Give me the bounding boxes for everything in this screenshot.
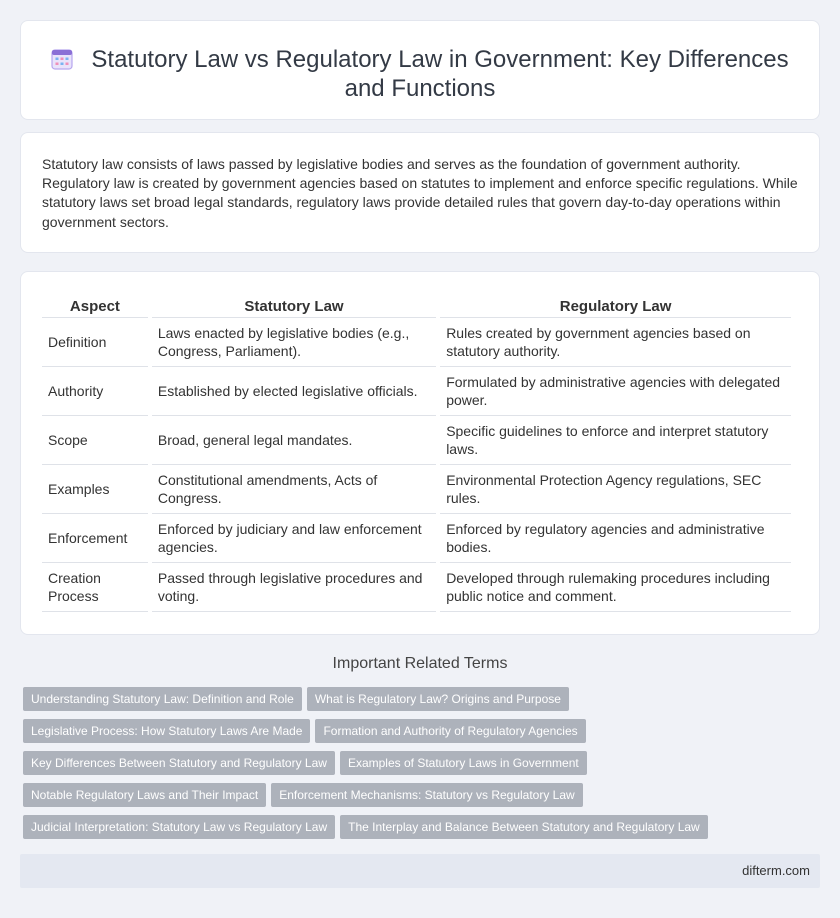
- related-term-link[interactable]: Enforcement Mechanisms: Statutory vs Regulatory Law: [271, 783, 582, 807]
- statutory-cell: Enforced by judiciary and law enforcement agencies.: [152, 514, 436, 563]
- aspect-cell: Creation Process: [42, 563, 148, 612]
- aspect-cell: Scope: [42, 416, 148, 465]
- regulatory-cell: Rules created by government agencies based on statutory authority.: [440, 318, 791, 367]
- intro-paragraph: Statutory law consists of laws passed by legislative bodies and serves as the foundation of government authority. Regulatory law is created by government agencies based on statutes to implement and enforce specific regulations. While statutory laws set broad legal standards, regulatory laws provide detailed rules that govern day-to-day operations within government sectors.: [42, 156, 798, 230]
- regulatory-cell: Specific guidelines to enforce and interpret statutory laws.: [440, 416, 791, 465]
- statutory-cell: Passed through legislative procedures and voting.: [152, 563, 436, 612]
- related-term-link[interactable]: Understanding Statutory Law: Definition and Role: [23, 687, 302, 711]
- related-term-link[interactable]: Judicial Interpretation: Statutory Law vs Regulatory Law: [23, 815, 335, 839]
- table-row: [42, 514, 791, 563]
- aspect-cell: Definition: [42, 318, 148, 367]
- aspect-cell: Authority: [42, 367, 148, 416]
- page-title-text: Statutory Law vs Regulatory Law in Government: Key Differences and Functions: [91, 46, 789, 102]
- page-title: [21, 45, 819, 103]
- table-row: [42, 318, 791, 367]
- comparison-table: [38, 296, 795, 612]
- header: [21, 45, 819, 103]
- column-header-regulatory: Regulatory Law: [440, 296, 791, 318]
- comparison-card: [20, 271, 820, 635]
- aspect-cell: Enforcement: [42, 514, 148, 563]
- statutory-cell: Established by elected legislative officials.: [152, 367, 436, 416]
- related-term-link[interactable]: Examples of Statutory Laws in Government: [340, 751, 587, 775]
- related-term-link[interactable]: Key Differences Between Statutory and Regulatory Law: [23, 751, 335, 775]
- related-term-link[interactable]: Legislative Process: How Statutory Laws Are Made: [23, 719, 310, 743]
- header-card: [20, 20, 820, 120]
- intro-card: [20, 132, 820, 253]
- related-terms-heading: Important Related Terms: [332, 655, 508, 672]
- table-row: [42, 563, 791, 612]
- statutory-cell: Constitutional amendments, Acts of Congress.: [152, 465, 436, 514]
- regulatory-cell: Environmental Protection Agency regulations, SEC rules.: [440, 465, 791, 514]
- regulatory-cell: Formulated by administrative agencies with delegated power.: [440, 367, 791, 416]
- related-term-link[interactable]: Formation and Authority of Regulatory Agencies: [315, 719, 585, 743]
- table-header-row: [42, 296, 791, 318]
- footer-site-link[interactable]: difterm.com: [742, 863, 810, 878]
- statutory-cell: Broad, general legal mandates.: [152, 416, 436, 465]
- column-header-aspect: Aspect: [42, 296, 148, 318]
- footer: [20, 854, 820, 888]
- column-header-statutory: Statutory Law: [152, 296, 436, 318]
- regulatory-cell: Developed through rulemaking procedures including public notice and comment.: [440, 563, 791, 612]
- statutory-cell: Laws enacted by legislative bodies (e.g., Congress, Parliament).: [152, 318, 436, 367]
- regulatory-cell: Enforced by regulatory agencies and administrative bodies.: [440, 514, 791, 563]
- table-row: [42, 465, 791, 514]
- table-row: [42, 367, 791, 416]
- table-row: [42, 416, 791, 465]
- related-term-link[interactable]: The Interplay and Balance Between Statutory and Regulatory Law: [340, 815, 708, 839]
- aspect-cell: Examples: [42, 465, 148, 514]
- calendar-grid-icon: [51, 48, 73, 70]
- related-terms-list: [23, 687, 813, 847]
- related-term-link[interactable]: What is Regulatory Law? Origins and Purpose: [307, 687, 569, 711]
- related-term-link[interactable]: Notable Regulatory Laws and Their Impact: [23, 783, 266, 807]
